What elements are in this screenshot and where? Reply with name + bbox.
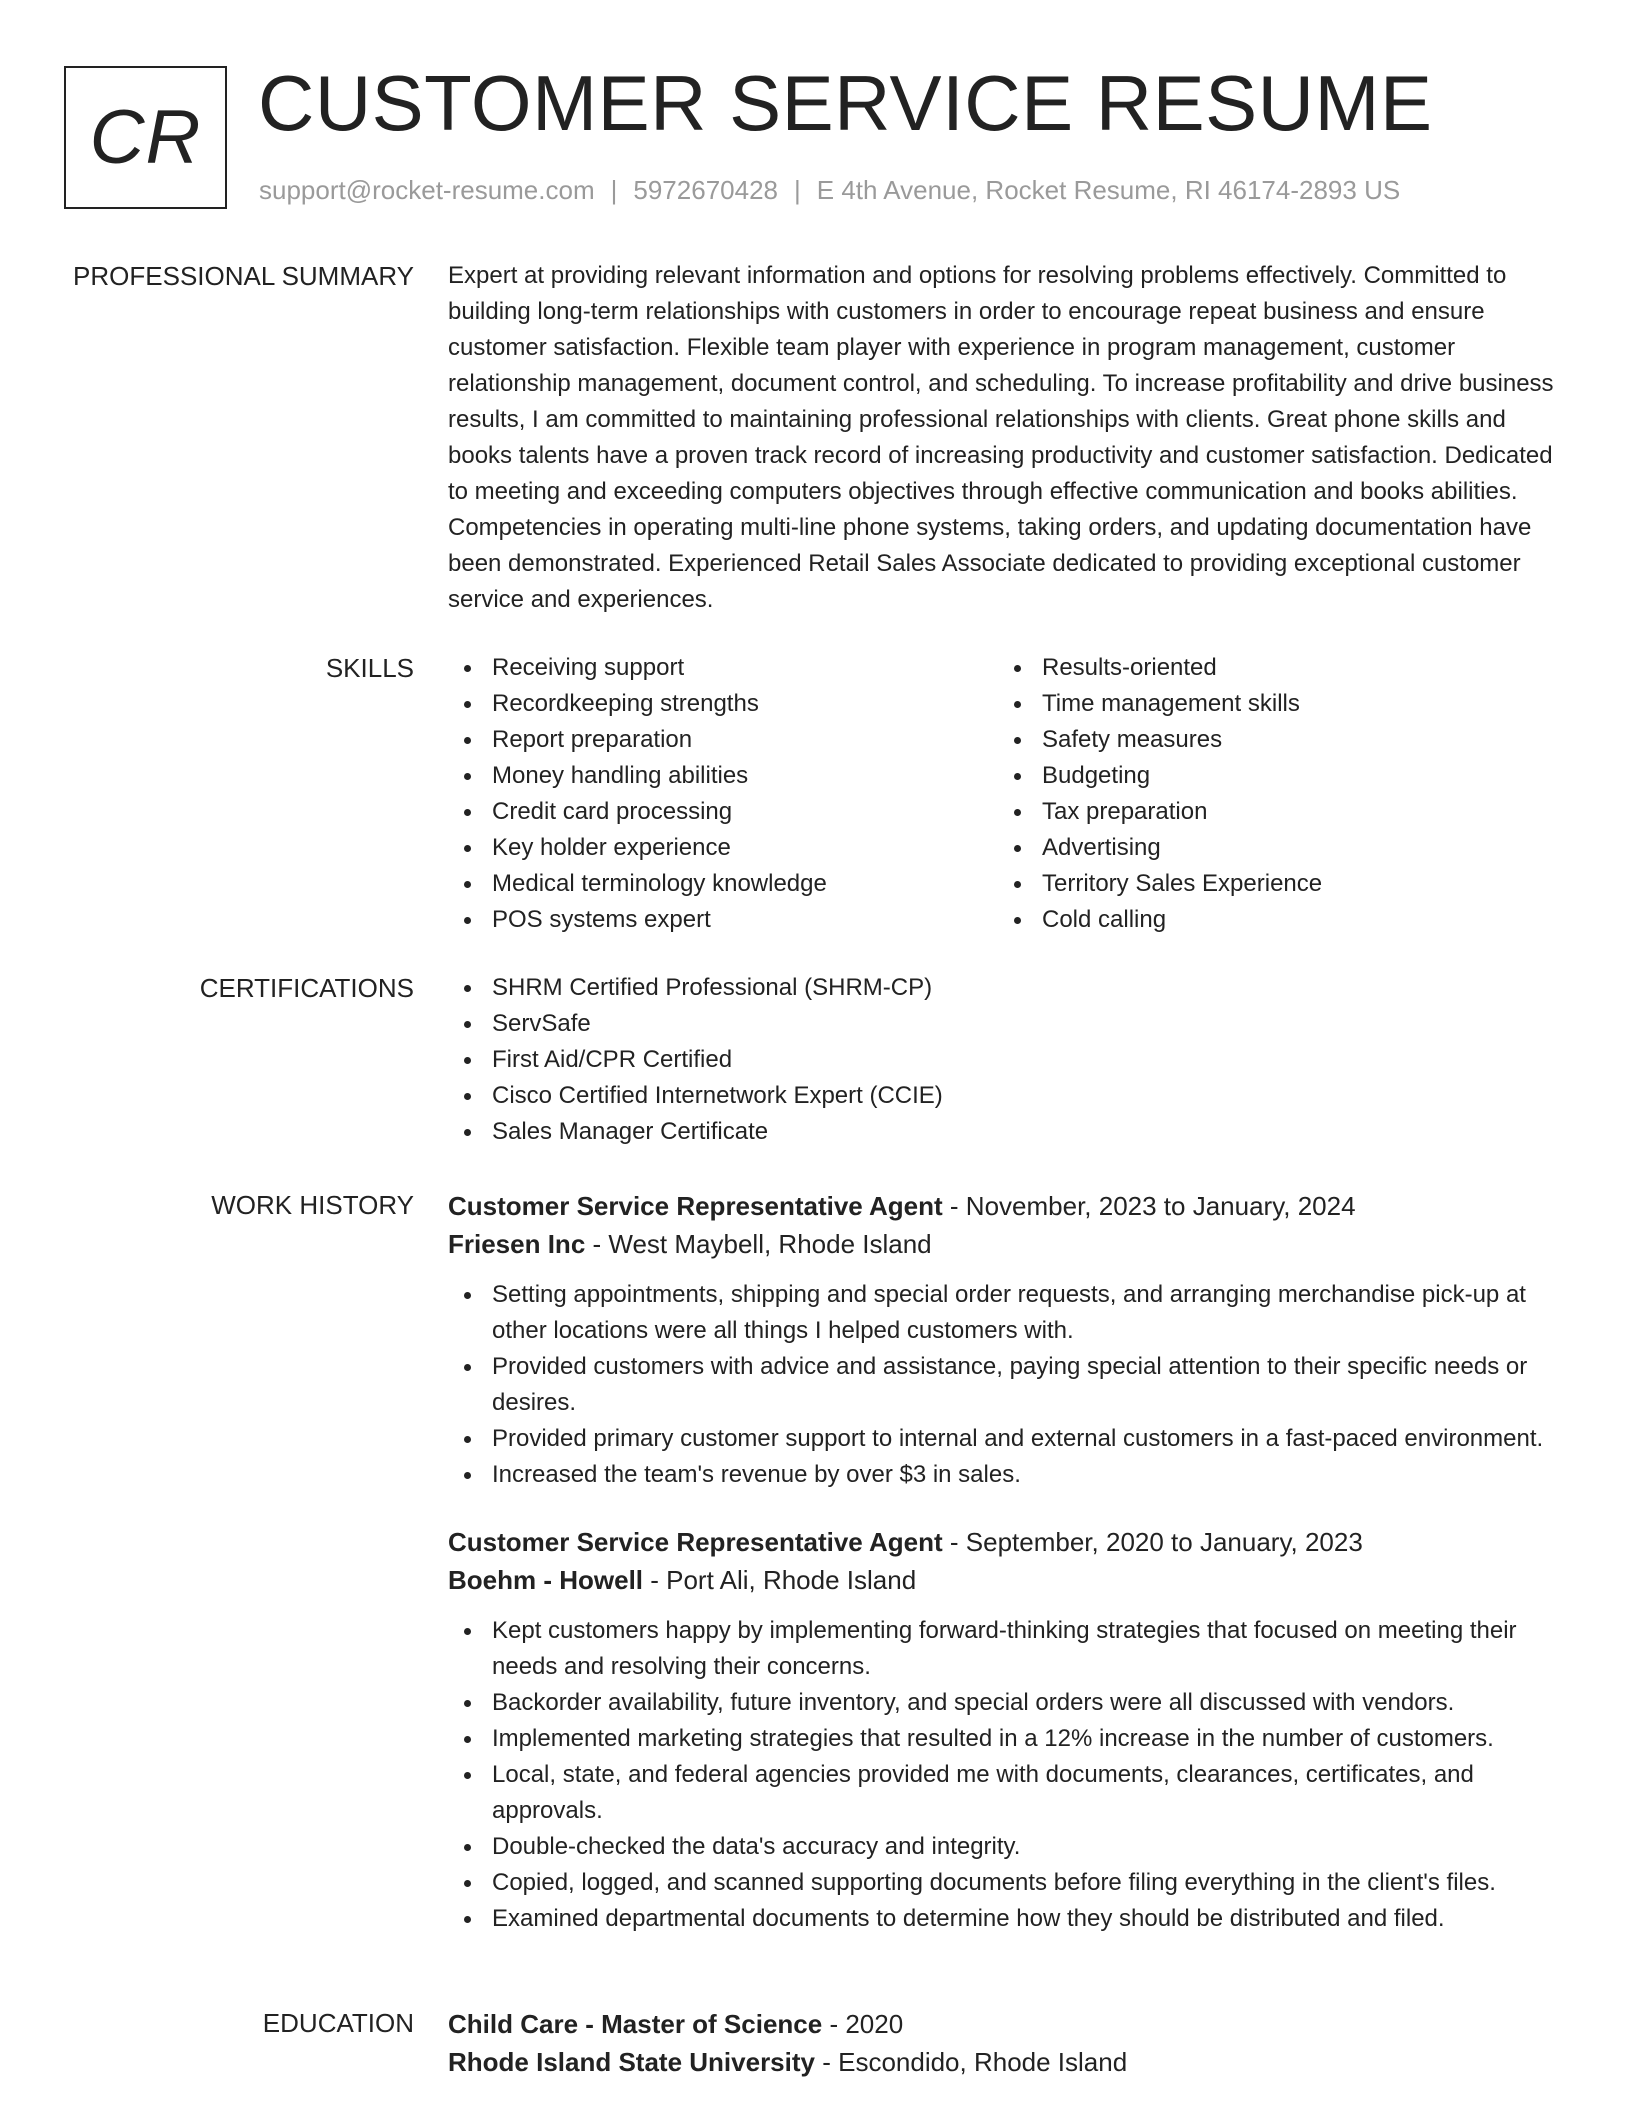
monogram-initials: CR (89, 95, 202, 180)
job-company-line (448, 1561, 1568, 1599)
work-body (448, 1187, 1568, 1937)
monogram-box (64, 66, 227, 209)
job-duties-list (448, 1277, 1568, 1493)
skill-item: Credit card processing (448, 794, 998, 830)
certification-item: ServSafe (448, 1006, 1568, 1042)
skill-item: Recordkeeping strengths (448, 686, 998, 722)
certification-item: First Aid/CPR Certified (448, 1042, 1568, 1078)
job-title-line (448, 1187, 1568, 1225)
skill-item: Key holder experience (448, 830, 998, 866)
education-year: - 2020 (829, 2009, 904, 2039)
job-company: Friesen Inc (448, 1229, 586, 1259)
job-title: Customer Service Representative Agent (448, 1527, 943, 1557)
skills-body (448, 650, 1568, 938)
job-duty-item: Backorder availability, future inventory, and special orders were all discussed with vendors. (448, 1685, 1568, 1721)
job-title-line (448, 1523, 1568, 1561)
job-duty-item: Examined departmental documents to determine how they should be distributed and filed. (448, 1901, 1568, 1937)
section-label-certifications: CERTIFICATIONS (199, 973, 414, 1003)
skill-item: Receiving support (448, 650, 998, 686)
section-label-work: WORK HISTORY (211, 1190, 414, 1220)
skill-item: Medical terminology knowledge (448, 866, 998, 902)
job-duty-item: Provided primary customer support to internal and external customers in a fast-paced environment. (448, 1421, 1568, 1457)
skill-item: Money handling abilities (448, 758, 998, 794)
contact-separator: | (794, 175, 801, 205)
job-location: - Port Ali, Rhode Island (650, 1565, 917, 1595)
contact-email[interactable]: support@rocket-resume.com (259, 175, 595, 205)
skill-item: Safety measures (998, 722, 1548, 758)
skills-list-left (448, 650, 998, 938)
skill-item: Tax preparation (998, 794, 1548, 830)
summary-text: Expert at providing relevant information and options for resolving problems effectively. Committed to building long-term relationships with customers in order to encourage repeat business and ensure customer satisfaction. Flexible team player with experience in program management, customer relationship management, document control, and scheduling. To increase profitability and drive business results, I am committed to maintaining professional relationships with clients. Great phone skills and books talents have a proven track record of increasing productivity and customer satisfaction. Dedicated to meeting and exceeding computers objectives through effective communication and books abilities. Competencies in operating multi-line phone systems, taking orders, and updating documentation have been demonstrated. Experienced Retail Sales Associate dedicated to providing exceptional customer service and experiences. (448, 262, 1554, 613)
job-company: Boehm - Howell (448, 1565, 644, 1595)
skill-item: Advertising (998, 830, 1548, 866)
education-school-line (448, 2043, 1568, 2081)
job-entry (448, 1187, 1568, 1493)
skill-item: Cold calling (998, 902, 1548, 938)
contact-address: E 4th Avenue, Rocket Resume, RI 46174-2893 US (816, 175, 1401, 205)
job-duty-item: Provided customers with advice and assistance, paying special attention to their specific needs or desires. (448, 1349, 1568, 1421)
job-company-line (448, 1225, 1568, 1263)
certifications-list (448, 970, 1568, 1150)
job-entry (448, 1523, 1568, 1937)
job-duty-item: Local, state, and federal agencies provided me with documents, clearances, certificates, and approvals. (448, 1757, 1568, 1829)
job-dates: - September, 2020 to January, 2023 (949, 1527, 1363, 1557)
certification-item: Cisco Certified Internetwork Expert (CCIE) (448, 1078, 1568, 1114)
certifications-body (448, 970, 1568, 1150)
job-duty-item: Implemented marketing strategies that resulted in a 12% increase in the number of customers. (448, 1721, 1568, 1757)
job-dates: - November, 2023 to January, 2024 (949, 1191, 1356, 1221)
section-label-education: EDUCATION (262, 2008, 414, 2038)
job-duty-item: Double-checked the data's accuracy and integrity. (448, 1829, 1568, 1865)
certification-item: SHRM Certified Professional (SHRM-CP) (448, 970, 1568, 1006)
skill-item: POS systems expert (448, 902, 998, 938)
skill-item: Territory Sales Experience (998, 866, 1548, 902)
contact-separator: | (610, 175, 618, 205)
job-duties-list (448, 1613, 1568, 1937)
section-label-summary: PROFESSIONAL SUMMARY (73, 261, 414, 291)
skills-list-right (998, 650, 1548, 938)
section-label-skills: SKILLS (325, 653, 414, 683)
job-duty-item: Setting appointments, shipping and special order requests, and arranging merchandise pick-up at other locations were all things I helped customers with. (448, 1277, 1568, 1349)
contact-phone[interactable]: 5972670428 (633, 175, 778, 205)
education-degree-line (448, 2005, 1568, 2043)
job-duty-item: Copied, logged, and scanned supporting documents before filing everything in the client's files. (448, 1865, 1568, 1901)
resume-title: CUSTOMER SERVICE RESUME (258, 59, 1433, 147)
education-body (448, 2005, 1568, 2081)
certification-item: Sales Manager Certificate (448, 1114, 1568, 1150)
job-duty-item: Increased the team's revenue by over $3 in sales. (448, 1457, 1568, 1493)
education-school: Rhode Island State University (448, 2047, 815, 2077)
skill-item: Results-oriented (998, 650, 1548, 686)
job-duty-item: Kept customers happy by implementing forward-thinking strategies that focused on meeting their needs and resolving their concerns. (448, 1613, 1568, 1685)
contact-line (259, 175, 1400, 206)
skill-item: Time management skills (998, 686, 1548, 722)
skill-item: Report preparation (448, 722, 998, 758)
skill-item: Budgeting (998, 758, 1548, 794)
job-title: Customer Service Representative Agent (448, 1191, 943, 1221)
job-location: - West Maybell, Rhode Island (592, 1229, 932, 1259)
education-location: - Escondido, Rhode Island (822, 2047, 1128, 2077)
education-degree: Child Care - Master of Science (448, 2009, 823, 2039)
